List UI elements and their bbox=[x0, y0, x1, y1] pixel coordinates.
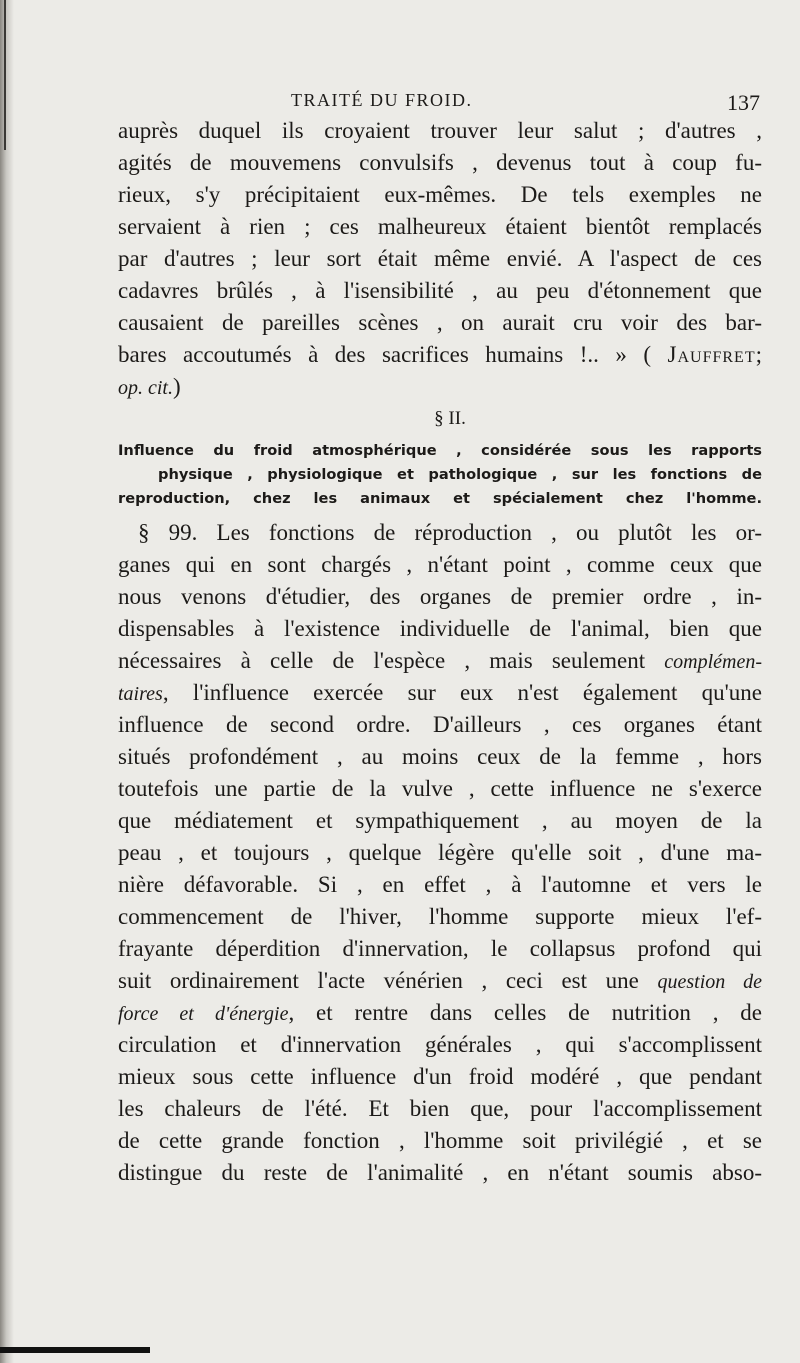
page-body bbox=[118, 115, 762, 1189]
text-span: , et rentre dans celles de nutrition , de bbox=[288, 1000, 762, 1025]
text-line: auprès duquel ils croyaient trouver leur salut ; d'autres , bbox=[118, 118, 762, 143]
text-span: , l'influence exercée sur eux n'est également qu'une bbox=[162, 680, 762, 705]
citation-author: Jauffret bbox=[667, 342, 756, 367]
text-line: circulation et d'innervation générales , qui s'accomplissent bbox=[118, 1032, 762, 1057]
spine-edge-line bbox=[4, 0, 6, 150]
italic-term: question de bbox=[657, 971, 763, 993]
running-head-title: TRAITÉ DU FROID. bbox=[291, 90, 473, 110]
running-head bbox=[120, 90, 760, 114]
text-line: ganes qui en sont chargés , n'étant point , comme ceux que bbox=[118, 552, 762, 577]
text-line: servaient à rien ; ces malheureux étaient bientôt remplacés bbox=[118, 214, 762, 239]
text-line bbox=[118, 339, 762, 371]
text-span: bares accoutumés à des sacrifices humains !.. » ( bbox=[118, 342, 652, 367]
section-heading-line: Influence du froid atmosphérique , considérée sous les rapports bbox=[118, 442, 762, 459]
section-number: § II. bbox=[434, 408, 466, 429]
text-line: § 99. Les fonctions de réproduction , ou plutôt les or- bbox=[138, 520, 762, 545]
text-line: frayante déperdition d'innervation, le collapsus profond qui bbox=[118, 936, 762, 961]
page-number: 137 bbox=[727, 90, 760, 115]
text-line bbox=[118, 371, 762, 403]
section-heading-line: physique , physiologique et pathologique , sur les fonctions de bbox=[158, 466, 762, 483]
text-line: agités de mouvemens convulsifs , devenus tout à coup fu- bbox=[118, 150, 762, 175]
text-line: nous venons d'étudier, des organes de premier ordre , in- bbox=[118, 584, 762, 609]
text-line bbox=[118, 677, 762, 709]
text-line: rieux, s'y précipitaient eux-mêmes. De tels exemples ne bbox=[118, 182, 762, 207]
text-line: influence de second ordre. D'ailleurs , ces organes étant bbox=[118, 712, 762, 737]
text-line: toutefois une partie de la vulve , cette influence ne s'exerce bbox=[118, 776, 762, 801]
text-line: que médiatement et sympathiquement , au moyen de la bbox=[118, 808, 762, 833]
text-line bbox=[118, 997, 762, 1029]
italic-term: taires bbox=[118, 683, 163, 705]
text-line bbox=[118, 965, 762, 997]
section-heading-line: reproduction, chez les animaux et spécialement chez l'homme. bbox=[118, 490, 762, 507]
text-line: de cette grande fonction , l'homme soit privilégié , et se bbox=[118, 1128, 762, 1153]
text-span: ) bbox=[173, 374, 181, 399]
text-line: distingue du reste de l'animalité , en n'étant soumis abso- bbox=[118, 1160, 762, 1185]
text-line: cadavres brûlés , à l'isensibilité , au peu d'étonnement que bbox=[118, 278, 762, 303]
text-line bbox=[118, 645, 762, 677]
text-span: ; bbox=[755, 342, 762, 367]
italic-term: force et d'énergie bbox=[118, 1003, 289, 1025]
italic-term: complémen- bbox=[664, 651, 762, 673]
text-line: commencement de l'hiver, l'homme supporte mieux l'ef- bbox=[118, 904, 762, 929]
text-span: suit ordinairement l'acte vénérien , ceci est une bbox=[118, 968, 639, 993]
text-line: dispensables à l'existence individuelle de l'animal, bien que bbox=[118, 616, 762, 641]
text-line: les chaleurs de l'été. Et bien que, pour l'accomplissement bbox=[118, 1096, 762, 1121]
text-line: situés profondément , au moins ceux de la femme , hors bbox=[118, 744, 762, 769]
text-line: mieux sous cette influence d'un froid modéré , que pendant bbox=[118, 1064, 762, 1089]
page-bottom-edge bbox=[0, 1347, 150, 1353]
text-line: causaient de pareilles scènes , on aurait cru voir des bar- bbox=[118, 310, 762, 335]
text-line: par d'autres ; leur sort était même envié. A l'aspect de ces bbox=[118, 246, 762, 271]
text-line: peau , et toujours , quelque légère qu'elle soit , d'une ma- bbox=[118, 840, 762, 865]
book-spine-shadow bbox=[0, 0, 14, 1363]
citation-reference: op. cit. bbox=[118, 377, 173, 399]
text-line: nière défavorable. Si , en effet , à l'automne et vers le bbox=[118, 872, 762, 897]
text-span: nécessaires à celle de l'espèce , mais seulement bbox=[118, 648, 646, 673]
